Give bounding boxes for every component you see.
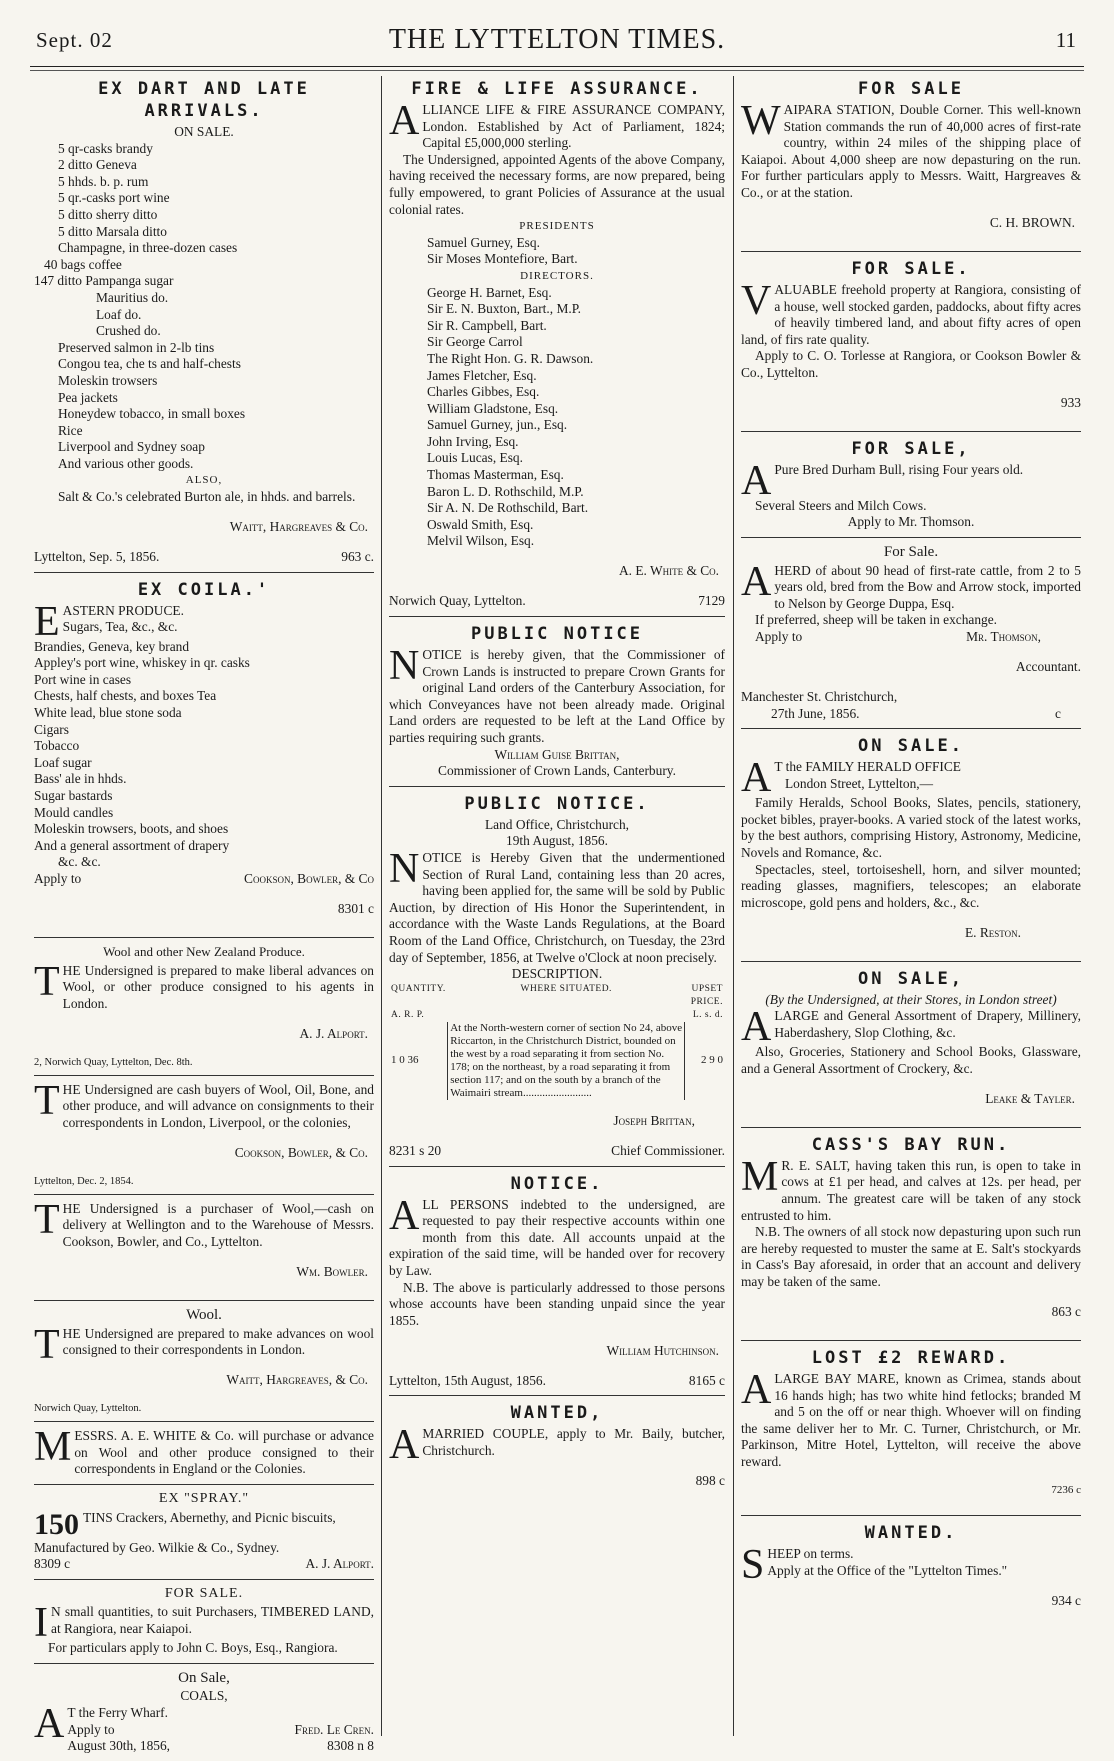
drop-cap: T <box>34 1321 60 1368</box>
table-cell: At the North-western corner of section No 24, above Riccarton, in the Christchurch District, bounded on the west by a road separating it from section No. 178; on the northeast, by a road separating it from section 117; and on the south by a branch of the Waimairi stream......................... <box>448 1022 685 1100</box>
drop-cap: I <box>34 1600 48 1647</box>
advert-text: OTICE is Hereby Given that the undermentioned Section of Rural Land, containing less than 20 acres, having been applied for, the same will be sold by Public Auction, by direction of His Honor the Superintendent, in accordance with the Waste Lands Regulations, at the Board Room of the Land Office, Christchurch, on Tuesday, the 23rd day of September, 1856, at Twelve o'Clock at noon precisely. <box>389 849 725 965</box>
list-item: 5 ditto Marsala ditto <box>58 223 167 239</box>
advert-coila <box>34 579 374 938</box>
advert-text: OTICE is hereby given, that the Commissioner of Crown Lands is instructed to prepare Crown Grants for original Land orders of the Canterbury Association, for which Conveyances have not been already made. Original Land orders are requested to be left at the Land Office by parties requiring such grants. <box>389 647 725 745</box>
column-header: UPSET PRICE. <box>690 983 723 1007</box>
apply-label: Apply to <box>34 870 82 886</box>
drop-cap: T <box>34 1196 60 1243</box>
advert-footer <box>741 629 1081 646</box>
advert-footer <box>389 1143 725 1160</box>
advert-subheading: (By the Undersigned, at their Stores, in London street) <box>765 991 1057 1007</box>
advert-text-2: Several Steers and Milch Cows. <box>755 497 927 513</box>
drop-cap: A <box>389 1192 420 1239</box>
advert-signature: Joseph Brittan, <box>613 1113 695 1129</box>
list-item: Port wine in cases <box>34 671 132 687</box>
advert-ref: 8301 c <box>337 900 374 916</box>
advert-footer <box>67 1738 374 1755</box>
advert-heading: ON SALE, <box>858 968 964 989</box>
advert-text: N small quantities, to suit Purchasers, TIMBERED LAND, at Rangiora, near Kaiapoi. <box>51 1604 374 1636</box>
advert-ref: 933 <box>1060 394 1081 410</box>
advert-text: HE Undersigned are cash buyers of Wool, Oil, Bone, and other produce, and will advance on consignments to their correspondents in London, Liverpool, or the colonies, <box>62 1081 374 1130</box>
advert-ref: 898 c <box>695 1472 725 1488</box>
advert-ref: 963 c. <box>341 549 374 565</box>
advert-signature-title: Chief Commissioner. <box>611 1143 725 1159</box>
list-item: Appley's port wine, whiskey in qr. casks <box>34 655 250 671</box>
advert-timber <box>34 1586 374 1664</box>
advert-heading: FOR SALE <box>858 79 964 99</box>
list-item: Moleskin trowsers, boots, and shoes <box>34 821 229 837</box>
drop-cap: A <box>741 457 772 504</box>
list-item: Liverpool and Sydney soap <box>58 439 205 455</box>
list-item: Sir A. N. De Rothschild, Bart. <box>427 500 589 516</box>
advert-family-herald <box>741 735 1081 962</box>
list-item: 5 hhds. b. p. rum <box>58 173 149 189</box>
drop-cap: A <box>389 1422 420 1469</box>
list-item: The Right Hon. G. R. Dawson. <box>427 350 594 366</box>
list-item: Preserved salmon in 2-lb tins <box>58 339 215 355</box>
advert-rangiora <box>741 258 1081 432</box>
list-item: Sugar bastards <box>34 787 113 803</box>
newspaper-title: THE LYTTELTON TIMES. <box>388 24 726 55</box>
drop-cap: E <box>34 598 60 645</box>
list-item: And various other goods. <box>58 455 194 471</box>
advert-wool-nz <box>34 944 374 1076</box>
list-item: Crushed do. <box>96 323 161 339</box>
advert-signature: Cookson, Bowler, & Co. <box>234 1144 368 1160</box>
page-number: 11 <box>1055 28 1076 52</box>
advert-footer <box>741 706 1081 723</box>
apply-label: Apply to <box>67 1721 115 1737</box>
list-item: George H. Barnet, Esq. <box>427 284 552 300</box>
advert-heading: Wool. <box>186 1306 222 1323</box>
drop-cap: W <box>741 98 781 144</box>
advert-signature-title: Commissioner of Crown Lands, Canterbury. <box>438 763 676 779</box>
list-item: 40 bags coffee <box>44 256 122 272</box>
advert-signature: E. Reston. <box>965 924 1021 940</box>
advert-text-2: Family Heralds, School Books, Slates, pencils, stationery, pocket bibles, prayer-books. A varied stock of the latest works, by the best authors, comprising History, Astronomy, Medicine, Novels and Romance, &c. <box>741 795 1081 860</box>
advert-signature: Wm. Bowler. <box>296 1263 368 1279</box>
list-item: Tobacco <box>34 738 80 754</box>
column-subheader: A. R. P. <box>391 1009 425 1020</box>
list-item: Oswald Smith, Esq. <box>427 516 534 532</box>
advert-text: AIPARA STATION, Double Corner. This well-known Station commands the run of 40,000 acres of first-rate country, within 24 miles of the shipping place of Kaiapoi. About 4,000 sheep are now depasturing on the run. For further particulars apply to Messrs. Waitt, Hargreaves & Co., or at the station. <box>741 102 1081 200</box>
list-item: 5 qr.-casks port wine <box>58 190 170 206</box>
directors-label: DIRECTORS. <box>520 269 594 282</box>
advert-wanted-couple <box>389 1402 725 1509</box>
list-item: Sir George Carrol <box>427 334 523 350</box>
advert-white <box>34 1424 374 1485</box>
advert-text-3: Spectacles, steel, tortoiseshell, horn, and silver mounted; reading glasses, magnifiers, telescopes; an elaborate microscope, gold pens and holders, &c., &c. <box>741 861 1081 910</box>
advert-signature: William Hutchinson. <box>606 1342 719 1358</box>
advert-text: LLIANCE LIFE & FIRE ASSURANCE COMPANY, London. Established by Act of Parliament, 1824; Capital £5,000,000 sterling. <box>422 102 725 151</box>
list-item: Sir Moses Montefiore, Bart. <box>427 251 578 267</box>
list-item: Congou tea, che ts and half-chests <box>58 356 241 372</box>
advert-note: Norwich Quay, Lyttelton. <box>34 1403 142 1415</box>
advert-heading: WANTED. <box>864 1523 958 1544</box>
advert-footer <box>34 1556 374 1573</box>
table-cell: 1 0 36 <box>391 1054 419 1067</box>
advert-signature: William Guise Brittan, <box>494 746 620 762</box>
advert-subheading: COALS, <box>180 1688 228 1704</box>
advert-cash-buyers <box>34 1077 374 1195</box>
column-divider <box>733 76 734 1736</box>
list-item: And a general assortment of drapery <box>34 837 230 853</box>
advert-purchaser <box>34 1196 374 1301</box>
advert-text-sub: London Street, Lyttelton,— <box>785 775 934 791</box>
advert-text-2: For particulars apply to John C. Boys, Esq., Rangiora. <box>48 1640 338 1656</box>
table-subheader-row <box>389 1009 725 1022</box>
advert-heading: LOST £2 REWARD. <box>811 1348 1011 1368</box>
drop-cap: A <box>741 1367 772 1413</box>
advert-public-notice <box>389 623 725 787</box>
advert-footer <box>34 871 374 888</box>
list-item: Honeydew tobacco, in small boxes <box>58 406 246 422</box>
advert-heading: On Sale, <box>178 1669 230 1686</box>
list-item: Sir R. Campbell, Bart. <box>427 317 547 333</box>
advert-signature: Waitt, Hargreaves, & Co. <box>226 1372 368 1388</box>
advert-text: HERD of about 90 head of first-rate cattle, from 2 to 5 years old, bred from the Bow and Arrow stock, imported to Nelson by George Duppa, Esq. <box>774 562 1081 611</box>
list-item: James Fletcher, Esq. <box>427 367 537 383</box>
advert-text-2: Also, Groceries, Stationery and School Books, Glassware, and a General Assortment of Crockery, &c. <box>741 1044 1081 1076</box>
advert-text: HE Undersigned is prepared to make liberal advances on Wool, or other produce consigned to his agents in London. <box>62 962 374 1011</box>
advert-signature: Cookson, Bowler, & Co <box>244 870 374 886</box>
advert-text: ESSRS. A. E. WHITE & Co. will purchase or advance on Wool and other produce consigned to their correspondents in England or the Colonies. <box>74 1428 374 1477</box>
advert-text: ASTERN PRODUCE. <box>62 602 184 618</box>
drop-cap: T <box>34 1077 60 1124</box>
advert-signature: A. J. Alport. <box>305 1556 374 1572</box>
advert-text: Pure Bred Durham Bull, rising Four years old. <box>774 461 1024 477</box>
drop-cap: A <box>741 1004 772 1051</box>
list-item: Brandies, Geneva, key brand <box>34 638 190 654</box>
advert-signature: C. H. BROWN. <box>989 214 1075 230</box>
advert-nb: N.B. The above is particularly addressed to those persons whose accounts have been standing unpaid since the year 1855. <box>389 1279 725 1328</box>
presidents-label: PRESIDENTS <box>519 220 595 233</box>
list-item: Moleskin trowsers <box>58 372 158 388</box>
advert-heading: FIRE & LIFE ASSURANCE. <box>411 79 703 99</box>
advert-signature: Waitt, Hargreaves & Co. <box>229 519 368 535</box>
advert-heading: EX COILA.' <box>137 579 271 600</box>
advert-ref: 7129 <box>698 593 725 609</box>
drop-cap: A <box>389 98 420 144</box>
list-item: Bass' ale in hhds. <box>34 771 127 787</box>
advert-leake <box>741 968 1081 1128</box>
advert-text-2: N.B. The owners of all stock now depasturing upon such run are hereby requested to muster the same at E. Salt's stockyards in Cass's Bay aforesaid, in order that an account and delivery may be taken of the same. <box>741 1224 1081 1290</box>
advert-text-2: Apply to C. O. Torlesse at Rangiora, or Cookson Bowler & Co., Lyttelton. <box>741 348 1081 380</box>
advert-ref: 934 c <box>1051 1592 1081 1608</box>
drop-cap: A <box>34 1701 65 1748</box>
advert-text: HE Undersigned are prepared to make advances on wool consigned to their correspondents in London. <box>62 1325 374 1358</box>
advert-text: HEEP on terms. <box>767 1546 854 1562</box>
advert-text: LARGE and General Assortment of Drapery, Millinery, Haberdashery, Slop Clothing, &c. <box>774 1008 1081 1040</box>
list-item: &c. &c. <box>58 854 101 870</box>
list-item: Samuel Gurney, jun., Esq. <box>427 417 568 433</box>
advert-text-2: Manufactured by Geo. Wilkie & Co., Sydney. <box>34 1539 280 1555</box>
advert-note: Lyttelton, Dec. 2, 1854. <box>34 1175 134 1187</box>
apply-label: Apply to <box>755 629 803 645</box>
also-text: Salt & Co.'s celebrated Burton ale, in hhds. and barrels. <box>58 489 356 505</box>
table-cell: 2 9 0 <box>701 1054 723 1067</box>
advert-date: 19th August, 1856. <box>506 833 608 849</box>
advert-heading: ON SALE. <box>858 736 964 757</box>
masthead <box>30 22 1084 62</box>
masthead-rule-secondary <box>30 70 1084 71</box>
advert-public-notice-auction <box>389 793 725 1167</box>
advert-footer <box>34 549 374 566</box>
also-label: ALSO, <box>185 474 223 487</box>
advert-heading: NOTICE. <box>510 1173 604 1194</box>
list-item: Louis Lucas, Esq. <box>427 450 523 466</box>
advert-footer <box>389 593 725 610</box>
advert-heading: CASS'S BAY RUN. <box>811 1134 1011 1155</box>
column-header: WHERE SITUATED. <box>520 983 612 994</box>
advert-ref: 8308 n 8 <box>327 1738 374 1754</box>
list-item: 147 ditto Pampanga sugar <box>34 273 174 289</box>
list-item: Rice <box>58 422 83 438</box>
quantity-number: 150 <box>34 1507 79 1541</box>
masthead-rule <box>30 66 1084 67</box>
list-item: Mould candles <box>34 804 114 820</box>
advert-footer <box>389 1373 725 1390</box>
advert-ref: 7236 c <box>1051 1483 1081 1496</box>
advert-wool <box>34 1307 374 1422</box>
advert-text: HE Undersigned is a purchaser of Wool,—cash on delivery at Wellington and to the Warehouse of Messrs. Cookson, Bowler, and Co., Lyttelton. <box>62 1200 374 1249</box>
list-item: Loaf do. <box>96 306 142 322</box>
advert-wanted-sheep <box>741 1522 1081 1629</box>
advert-heading: PUBLIC NOTICE. <box>464 793 650 814</box>
advert-subheading: ON SALE. <box>174 124 234 139</box>
drop-cap: T <box>34 958 60 1005</box>
column-3 <box>741 76 1081 1736</box>
advert-ref: 8309 c <box>34 1556 71 1572</box>
advert-text-2: Apply at the Office of the "Lyttelton Times." <box>767 1562 1008 1578</box>
land-description-table <box>389 983 725 1100</box>
advert-signature: A. J. Alport. <box>299 1025 368 1041</box>
advert-text: MARRIED COUPLE, apply to Mr. Baily, butcher, Christchurch. <box>422 1426 725 1458</box>
drop-cap: N <box>389 845 420 892</box>
advert-ref: c <box>1055 705 1061 721</box>
advert-text: TINS Crackers, Abernethy, and Picnic biscuits, <box>83 1509 336 1525</box>
advert-spray <box>34 1491 374 1580</box>
advert-place: Manchester St. Christchurch, <box>741 689 898 704</box>
advert-text: ALUABLE freehold property at Rangiora, consisting of a house, well stocked garden, paddocks, about fifty acres of heavily timbered land, and about fifty acres of open land, of firs rate quality. <box>741 281 1081 347</box>
drop-cap: N <box>389 643 420 689</box>
directors-list <box>389 285 725 551</box>
list-item: Melvil Wilson, Esq. <box>427 533 535 549</box>
drop-cap: V <box>741 277 772 324</box>
advert-text: LL PERSONS indebted to the undersigned, are requested to pay their respective accounts within one month from this date. All accounts unpaid at the expiration of the said time, will be handed over for recovery by Law. <box>389 1196 725 1279</box>
advert-text: T the FAMILY HERALD OFFICE <box>774 759 961 775</box>
advert-place: Norwich Quay, Lyttelton. <box>389 593 526 609</box>
advert-heading: FOR SALE. <box>851 258 971 279</box>
advert-coals <box>34 1670 374 1761</box>
list-item: 5 qr-casks brandy <box>58 140 153 156</box>
advert-bull <box>741 438 1081 538</box>
issue-date: Sept. 02 <box>36 28 113 52</box>
advert-ref: 8231 s 20 <box>389 1143 442 1159</box>
advert-text-2: The Undersigned, appointed Agents of the above Company, having received the necessary forms, are now prepared, being fully empowered, to grant Policies of Assurance at the usual colonial rates. <box>389 151 725 217</box>
advert-signature: Fred. Le Cren. <box>294 1721 374 1737</box>
advert-heading: EX "SPRAY." <box>158 1490 250 1506</box>
column-1 <box>34 76 374 1754</box>
list-item: Pea jackets <box>58 389 118 405</box>
advert-heading: Wool and other New Zealand Produce. <box>103 943 305 959</box>
advert-ref: 8165 c <box>688 1372 725 1388</box>
list-item: White lead, blue stone soda <box>34 705 182 720</box>
table-row <box>389 1022 725 1100</box>
list-item: Charles Gibbes, Esq. <box>427 384 540 400</box>
place-date: Lyttelton, Sep. 5, 1856. <box>34 549 160 565</box>
list-item: Mauritius do. <box>96 289 169 305</box>
list-item: William Gladstone, Esq. <box>427 400 559 416</box>
column-2 <box>389 76 725 1736</box>
advert-dart <box>34 78 374 573</box>
list-item: 2 ditto Geneva <box>58 157 137 173</box>
list-item: Cigars <box>34 721 69 737</box>
description-label: DESCRIPTION. <box>511 966 603 982</box>
advert-text: LARGE BAY MARE, known as Crimea, stands about 16 hands high; has two white hind fetlocks; branded M and 5 on the off or near thigh. Whoever will on finding the same deliver her to Mr. C. Turner, Christchurch, or Mr. Parkinson, Mitre Hotel, Lyttelton, will receive the above reward. <box>741 1371 1081 1469</box>
advert-date: 27th June, 1856. <box>771 705 860 721</box>
drop-cap: A <box>741 755 772 802</box>
place-date: Lyttelton, 15th August, 1856. <box>389 1372 546 1388</box>
advert-heading: FOR SALE. <box>164 1585 244 1601</box>
list-item: John Irving, Esq. <box>427 433 519 449</box>
list-item: Baron L. D. Rothschild, M.P. <box>427 483 584 499</box>
drop-cap: S <box>741 1542 765 1589</box>
drop-cap: M <box>34 1424 72 1471</box>
advert-heading: FOR SALE, <box>851 438 971 459</box>
advert-footer <box>67 1722 374 1739</box>
advert-text-2: If preferred, sheep will be taken in exchange. <box>755 612 998 628</box>
advert-waipara <box>741 78 1081 252</box>
advert-heading: EX DART AND LATE ARRIVALS. <box>98 79 310 121</box>
advert-heading: PUBLIC NOTICE <box>470 624 644 644</box>
list-item: Thomas Masterman, Esq. <box>427 467 564 483</box>
advert-text: T the Ferry Wharf. <box>67 1705 168 1721</box>
advert-text-3: Apply to Mr. Thomson. <box>847 514 975 530</box>
advert-heading: WANTED, <box>510 1403 604 1424</box>
list-item: Sugars, Tea, &c., &c. <box>62 619 178 635</box>
advert-date: August 30th, 1856, <box>67 1738 171 1754</box>
table-header-row <box>389 983 725 1009</box>
list-item: 5 ditto sherry ditto <box>58 206 158 222</box>
advert-heading: For Sale. <box>883 544 939 561</box>
column-subheader: L. s. d. <box>692 1009 723 1020</box>
advert-note: 2, Norwich Quay, Lyttelton, Dec. 8th. <box>34 1056 193 1068</box>
advert-signature-title: Accountant. <box>1015 659 1081 675</box>
advert-signature: A. E. White & Co. <box>618 563 719 579</box>
advert-signature: Leake & Tayler. <box>985 1090 1075 1106</box>
advert-signature: Mr. Thomson, <box>966 629 1041 645</box>
list-item: Champagne, in three-dozen cases <box>58 240 238 256</box>
advert-notice-debts <box>389 1173 725 1397</box>
advert-herd <box>741 544 1081 729</box>
column-header: QUANTITY. <box>391 983 446 994</box>
presidents-list <box>389 235 725 268</box>
list-item: Loaf sugar <box>34 754 92 770</box>
list-item: Chests, half chests, and boxes Tea <box>34 688 217 704</box>
advert-assurance <box>389 78 725 617</box>
advert-cass-bay <box>741 1134 1081 1341</box>
drop-cap: A <box>741 558 772 605</box>
advert-place: Land Office, Christchurch, <box>484 816 630 832</box>
list-item: Sir E. N. Buxton, Bart., M.P. <box>427 301 582 317</box>
list-item: Samuel Gurney, Esq. <box>427 234 540 250</box>
advert-ref: 863 c <box>1051 1304 1081 1320</box>
column-divider <box>381 76 382 1736</box>
advert-text: R. E. SALT, having taken this run, is open to take in cows at £1 per head, and calves at 12s. per head, per annum. The greatest care will be taken of any stock entrusted to him. <box>741 1157 1081 1223</box>
advert-lost-reward <box>741 1347 1081 1516</box>
drop-cap: M <box>741 1153 779 1200</box>
